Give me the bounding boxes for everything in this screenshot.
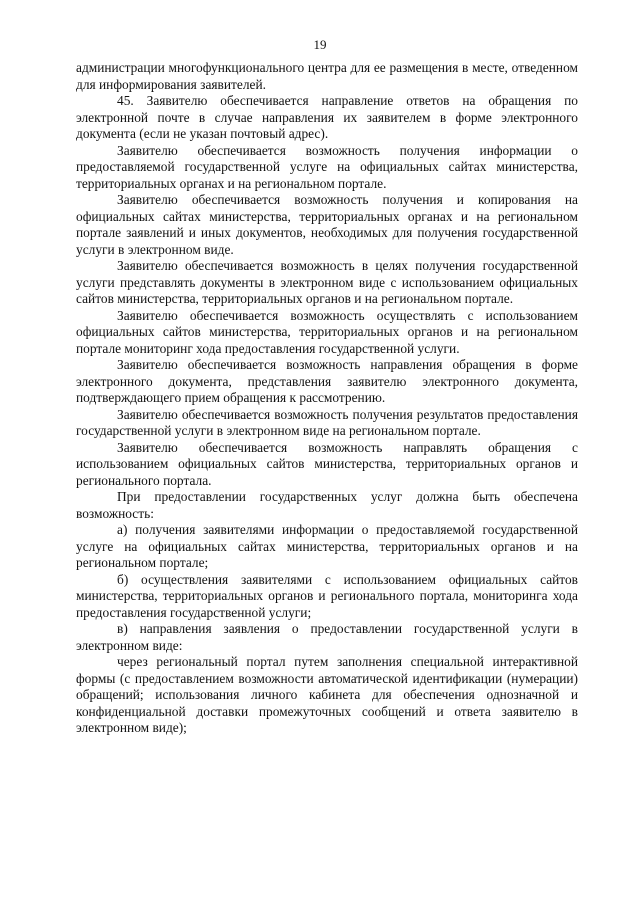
paragraph: При предоставлении государственных услуг должна быть обеспечена возможность: bbox=[76, 489, 578, 521]
paragraph: администрации многофункционального центра для ее размещения в месте, отведенном для информирования заявителей. bbox=[76, 60, 578, 92]
paragraph: 45. Заявителю обеспечивается направление ответов на обращения по электронной почте в случае направления их заявителем в форме электронного документа (если не указан почтовый адрес). bbox=[76, 93, 578, 141]
paragraph: Заявителю обеспечивается возможность получения информации о предоставляемой государственной услуге на официальных сайтах министерства, территориальных органах и на региональном портале. bbox=[76, 142, 578, 191]
paragraph: через региональный портал путем заполнения специальной интерактивной формы (с предоставлением возможности автоматической идентификации (нумерации) обращений; использования личного кабинета для обеспечения однозначной и конфиденциальной доставки промежуточных сообщений и ответа заявителю в электронном виде); bbox=[76, 654, 578, 735]
paragraph: Заявителю обеспечивается возможность направления обращения в форме электронного документа, представления заявителю электронного документа, подтверждающего прием обращения к рассмотрению. bbox=[76, 357, 578, 405]
paragraph: Заявителю обеспечивается возможность получения и копирования на официальных сайтах министерства, территориальных органах и на региональном портале заявлений и иных документов, необходимых для получения государственной услуги в электронном виде. bbox=[76, 192, 578, 257]
paragraph: Заявителю обеспечивается возможность направлять обращения с использованием официальных сайтов министерства, территориальных органов и регионального портала. bbox=[76, 439, 578, 488]
paragraph: Заявителю обеспечивается возможность получения результатов предоставления государственной услуги в электронном виде на региональном портале. bbox=[76, 406, 578, 438]
document-body bbox=[76, 60, 578, 737]
list-item: б) осуществления заявителями с использованием официальных сайтов министерства, территориальных органов и регионального портала, мониторинга хода предоставления государственной услуги; bbox=[76, 571, 578, 620]
list-item: в) направления заявления о предоставлении государственной услуги в электронном виде: bbox=[76, 621, 578, 653]
page-number: 19 bbox=[313, 37, 327, 52]
paragraph: Заявителю обеспечивается возможность осуществлять с использованием официальных сайтов министерства, территориальных органов и на региональном портале мониторинг хода предоставления государственной услуги. bbox=[76, 307, 578, 356]
list-item: а) получения заявителями информации о предоставляемой государственной услуге на официальных сайтах министерства, территориальных органов и на региональном портале; bbox=[76, 522, 578, 570]
paragraph: Заявителю обеспечивается возможность в целях получения государственной услуги представлять документы в электронном виде с использованием официальных сайтов министерства, территориальных органов и на региональном портале. bbox=[76, 258, 578, 306]
